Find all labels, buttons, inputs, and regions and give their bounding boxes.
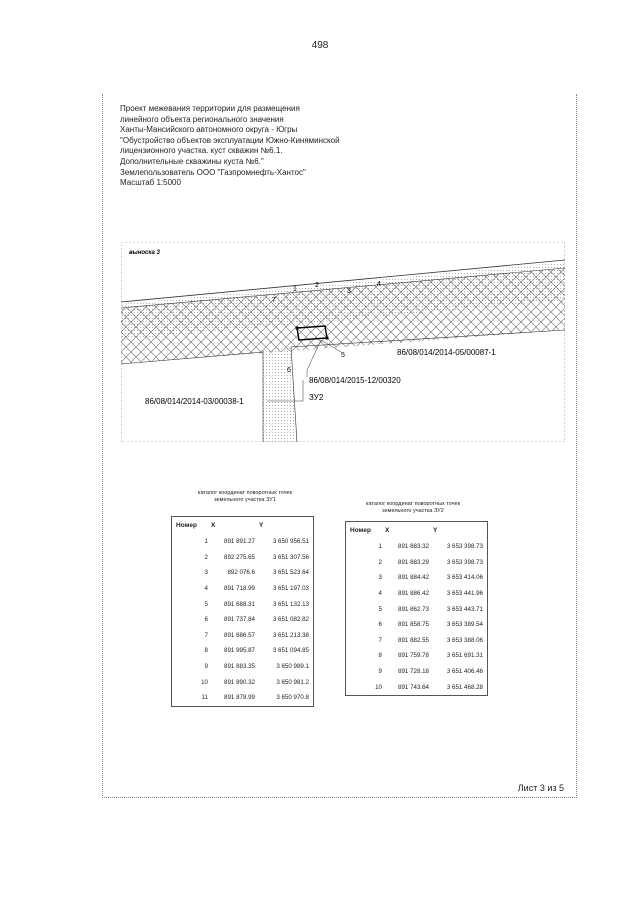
point-number-cell: 10 [201,678,208,686]
y-coordinate-cell: 3 651 468.28 [446,683,483,691]
parcel-label: 86/08/014/2014-05/00087-1 [397,348,496,357]
table-row [172,628,314,644]
table-row [346,601,488,617]
point-number-cell: 8 [378,652,382,660]
parcel-label: 86/08/014/2015-12/00320 [309,376,401,385]
point-label: 2 [315,282,319,289]
y-coordinate-cell: 3 650 956.51 [272,538,309,546]
point-number-cell: 9 [378,668,382,676]
table-row [172,643,314,659]
point-number-cell: 1 [378,543,382,551]
table-row [346,648,488,664]
column-header: Y [259,522,264,529]
catalog-title-line: каталог координат поворотных точек [365,501,461,507]
x-coordinate-cell: 891 737.84 [224,616,255,624]
y-coordinate-cell: 3 651 691.31 [446,652,483,660]
table-row [172,534,314,550]
table-row [172,659,314,675]
table-row [346,617,488,633]
point-number-cell: 10 [375,683,382,691]
y-coordinate-cell: 3 651 406.46 [446,668,483,676]
survey-map [121,242,565,442]
sheet-label: Лист 3 из 5 [517,783,564,793]
x-coordinate-cell: 891 759.78 [398,652,429,660]
point-label: 5 [341,352,345,359]
point-number-cell: 5 [204,600,208,608]
x-coordinate-cell: 891 858.75 [398,621,429,629]
parcel-label: 86/08/014/2014-03/00038-1 [145,397,244,406]
table-row [172,690,314,706]
table-row [346,555,488,571]
table-row [346,633,488,649]
catalog-zu2-title [338,501,488,515]
page-number: 498 [311,40,329,51]
y-coordinate-cell: 3 653 398.73 [446,558,483,566]
y-coordinate-cell: 3 650 970.8 [276,694,309,702]
map-callout: выноска 3 [129,250,160,256]
point-number-cell: 5 [378,605,382,613]
hatched-corridor [121,268,565,364]
x-coordinate-cell: 892 275.65 [224,553,255,561]
point-number-cell: 7 [204,631,208,639]
x-coordinate-cell: 891 995.87 [224,647,255,655]
catalog-zu1-table [171,516,314,707]
table-row [172,674,314,690]
x-coordinate-cell: 891 884.42 [398,574,429,582]
y-coordinate-cell: 3 653 389.54 [446,621,483,629]
document-header [120,104,340,189]
table-row [172,550,314,566]
table-row [346,586,488,602]
column-header: X [385,527,390,534]
point-number-cell: 4 [378,590,382,598]
y-coordinate-cell: 3 653 441.96 [446,590,483,598]
point-label: 1 [293,286,297,293]
zu-label: ЗУ2 [309,393,324,402]
y-coordinate-cell: 3 651 197.03 [272,585,309,593]
x-coordinate-cell: 891 883.32 [398,543,429,551]
point-number-cell: 9 [204,663,208,671]
point-number-cell: 4 [204,585,208,593]
point-label: 4 [377,281,381,288]
x-coordinate-cell: 891 891.27 [224,538,255,546]
point-number-cell: 6 [378,621,382,629]
point-number-cell: 3 [378,574,382,582]
point-number-cell: 3 [204,569,208,577]
x-coordinate-cell: 891 883.29 [398,558,429,566]
table-row [172,565,314,581]
header-line: "Обустройство объектов эксплуатации Южно-Киняминской [120,135,340,145]
y-coordinate-cell: 3 653 388.06 [446,636,483,644]
table-row [172,612,314,628]
x-coordinate-cell: 891 862.73 [398,605,429,613]
header-line: Проект межевания территории для размещения [120,104,300,113]
header-line: Масштаб 1:5000 [120,178,181,188]
x-coordinate-cell: 891 728.18 [398,668,429,676]
catalog-title-line: каталог координат поворотных точек [197,490,293,496]
point-label: 6 [287,367,291,374]
y-coordinate-cell: 3 651 307.56 [272,553,309,561]
x-coordinate-cell: 891 890.32 [224,678,255,686]
table-row [346,679,488,695]
header-line: Дополнительные скважины куста №6." [120,156,264,166]
column-header: Номер [176,522,197,529]
catalog-title-line: земельного участка ЗУ1 [214,497,276,503]
catalog-title-line: земельного участка ЗУ2 [382,508,444,514]
y-coordinate-cell: 3 651 082.82 [272,616,309,624]
point-label: 3 [347,288,351,295]
y-coordinate-cell: 3 651 213.38 [272,631,309,639]
x-coordinate-cell: 891 688.31 [224,600,255,608]
point-number-cell: 6 [204,616,208,624]
y-coordinate-cell: 3 651 094.85 [272,647,309,655]
point-number-cell: 8 [204,647,208,655]
point-number-cell: 7 [378,636,382,644]
header-line: линейного объекта регионального значения [120,114,284,124]
y-coordinate-cell: 3 651 523.64 [272,569,309,577]
table-row [346,570,488,586]
x-coordinate-cell: 891 886.42 [398,590,429,598]
point-number-cell: 2 [204,553,208,561]
header-line: Ханты-Мансийского автономного округа - Югры [120,125,298,135]
y-coordinate-cell: 3 653 398.73 [446,543,483,551]
x-coordinate-cell: 891 883.35 [224,663,255,671]
catalog-zu1-title [170,490,320,504]
table-row [172,581,314,597]
point-number-cell: 11 [201,694,208,702]
column-header: Номер [350,527,371,534]
x-coordinate-cell: 891 886.57 [224,631,255,639]
y-coordinate-cell: 3 653 443.71 [446,605,483,613]
y-coordinate-cell: 3 651 132.13 [272,600,309,608]
y-coordinate-cell: 3 653 414.06 [446,574,483,582]
point-number-cell: 2 [378,558,382,566]
column-header: X [211,522,216,529]
x-coordinate-cell: 891 743.64 [398,683,429,691]
header-line: Землепользователь ООО "Газпромнефть-Хантос" [120,167,306,177]
column-header: Y [433,527,438,534]
x-coordinate-cell: 891 878.99 [224,694,255,702]
catalog-zu2-table [345,521,488,696]
table-row [346,664,488,680]
x-coordinate-cell: 892 076.6 [227,569,255,577]
y-coordinate-cell: 3 650 989.1 [276,663,309,671]
point-number-cell: 1 [204,538,208,546]
point-label: 7 [272,297,276,304]
table-row [172,596,314,612]
x-coordinate-cell: 891 718.99 [224,585,255,593]
x-coordinate-cell: 891 882.55 [398,636,429,644]
header-line: лицензионного участка. куст скважин №6.1. [120,146,283,156]
y-coordinate-cell: 3 650 981.2 [276,678,309,686]
table-row [346,539,488,555]
